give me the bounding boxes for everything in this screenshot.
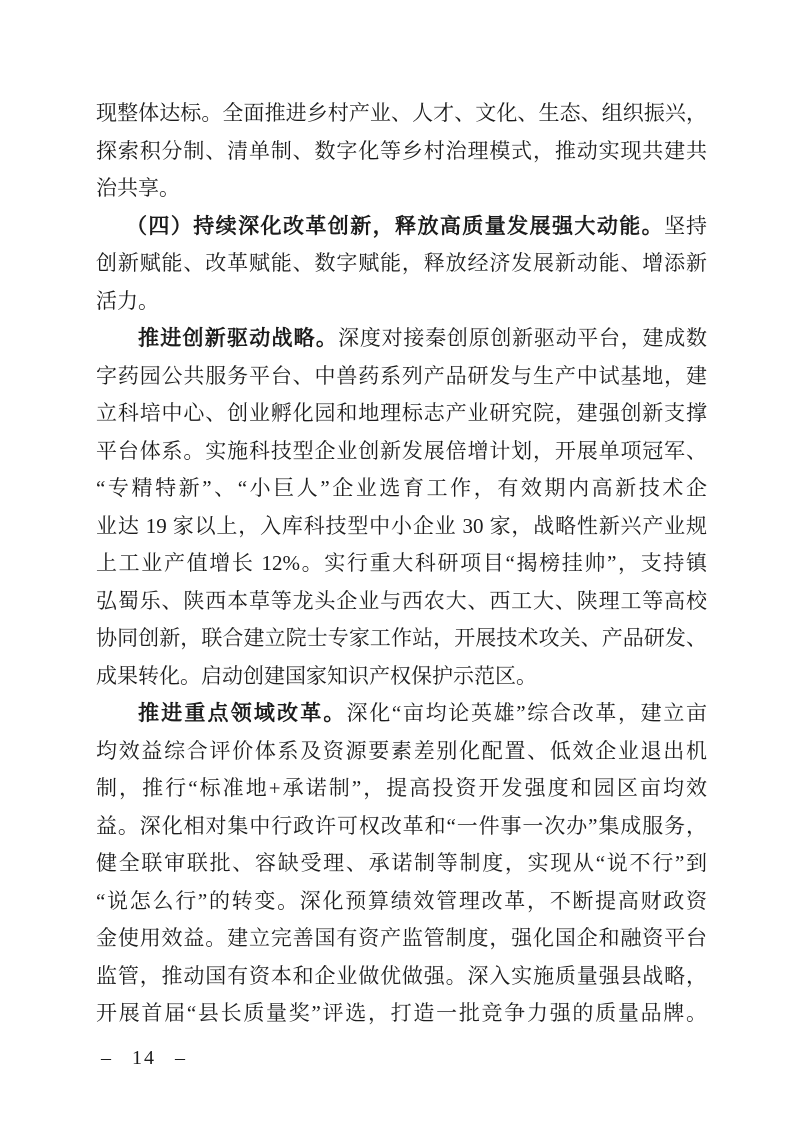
body-text-run: 坚持	[664, 213, 707, 238]
text-line	[96, 845, 707, 883]
text-line	[96, 920, 707, 958]
body-text-run: 活力。	[96, 288, 159, 313]
text-line	[96, 358, 707, 396]
body-text-run: 创新赋能、改革赋能、数字赋能，释放经济发展新动能、增添新	[96, 251, 707, 275]
body-text-run: 金使用效益。建立完善国有资产监管制度，强化国企和融资平台	[96, 926, 707, 950]
text-line	[96, 395, 707, 433]
text-line	[96, 620, 707, 658]
text-line	[96, 995, 707, 1033]
body-text-run: 深化“亩均论英雄”综合改革，建立亩	[346, 701, 707, 725]
paragraph-section-4-reform-innovation	[96, 208, 707, 321]
text-line	[96, 283, 707, 321]
text-line	[96, 733, 707, 771]
text-line	[96, 658, 707, 696]
text-line	[96, 208, 707, 246]
body-text-run: 成果转化。启动创建国家知识产权保护示范区。	[96, 663, 537, 688]
text-line	[96, 95, 707, 133]
body-text-run: 现整体达标。全面推进乡村产业、人才、文化、生态、组织振兴，	[96, 101, 707, 125]
paragraph-key-field-reforms	[96, 695, 707, 1033]
bold-lead-heading: 推进重点领域改革。	[138, 702, 347, 725]
body-text-run: 业达 19 家以上，入库科技型中小企业 30 家，战略性新兴产业规	[96, 513, 707, 538]
document-body	[96, 95, 707, 1033]
body-text-run: 制，推行“标准地+承诺制”，提高投资开发强度和园区亩均效	[96, 776, 707, 800]
text-line	[96, 320, 707, 358]
text-line	[96, 508, 707, 546]
body-text-run: 深度对接秦创原创新驱动平台，建成数	[338, 326, 707, 350]
text-line	[96, 958, 707, 996]
text-line	[96, 170, 707, 208]
text-line	[96, 470, 707, 508]
text-line	[96, 883, 707, 921]
body-text-run: 监管，推动国有资本和企业做优做强。深入实施质量强县战略，	[96, 963, 707, 988]
body-text-run: 协同创新，联合建立院士专家工作站，开展技术攻关、产品研发、	[96, 626, 707, 650]
body-text-run: 弘蜀乐、陕西本草等龙头企业与西农大、西工大、陕理工等高校	[96, 588, 707, 613]
text-line	[96, 808, 707, 846]
body-text-run: 探索积分制、清单制、数字化等乡村治理模式，推动实现共建共	[96, 138, 707, 163]
paragraph-rural-revitalization-continuation	[96, 95, 707, 208]
bold-lead-heading: （四）持续深化改革创新，释放高质量发展强大动能。	[126, 214, 665, 238]
paragraph-innovation-driven-strategy	[96, 320, 707, 695]
body-text-run: 上工业产值增长 12%。实行重大科研项目“揭榜挂帅”，支持镇	[96, 551, 707, 575]
body-text-run: 健全联审联批、容缺受理、承诺制等制度，实现从“说不行”到	[96, 851, 707, 875]
body-text-run: 开展首届“县长质量奖”评选，打造一批竞争力强的质量品牌。	[96, 1001, 707, 1025]
body-text-run: “专精特新”、“小巨人”企业选育工作，有效期内高新技术企	[96, 476, 707, 500]
body-text-run: 平台体系。实施科技型企业创新发展倍增计划，开展单项冠军、	[96, 438, 707, 463]
body-text-run: 字药园公共服务平台、中兽药系列产品研发与生产中试基地，建	[96, 363, 707, 388]
text-line	[96, 770, 707, 808]
body-text-run: 治共享。	[96, 176, 180, 200]
body-text-run: 益。深化相对集中行政许可权改革和“一件事一次办”集成服务，	[96, 813, 707, 838]
text-line	[96, 433, 707, 471]
page-number: – 14 –	[101, 1047, 187, 1069]
text-line	[96, 545, 707, 583]
text-line	[96, 133, 707, 171]
text-line	[96, 583, 707, 621]
text-line	[96, 695, 707, 733]
text-line	[96, 245, 707, 283]
bold-lead-heading: 推进创新驱动战略。	[138, 327, 339, 350]
body-text-run: “说怎么行”的转变。深化预算绩效管理改革，不断提高财政资	[96, 888, 707, 913]
body-text-run: 均效益综合评价体系及资源要素差别化配置、低效企业退出机	[96, 738, 707, 763]
body-text-run: 立科培中心、创业孵化园和地理标志产业研究院，建强创新支撑	[96, 401, 707, 425]
